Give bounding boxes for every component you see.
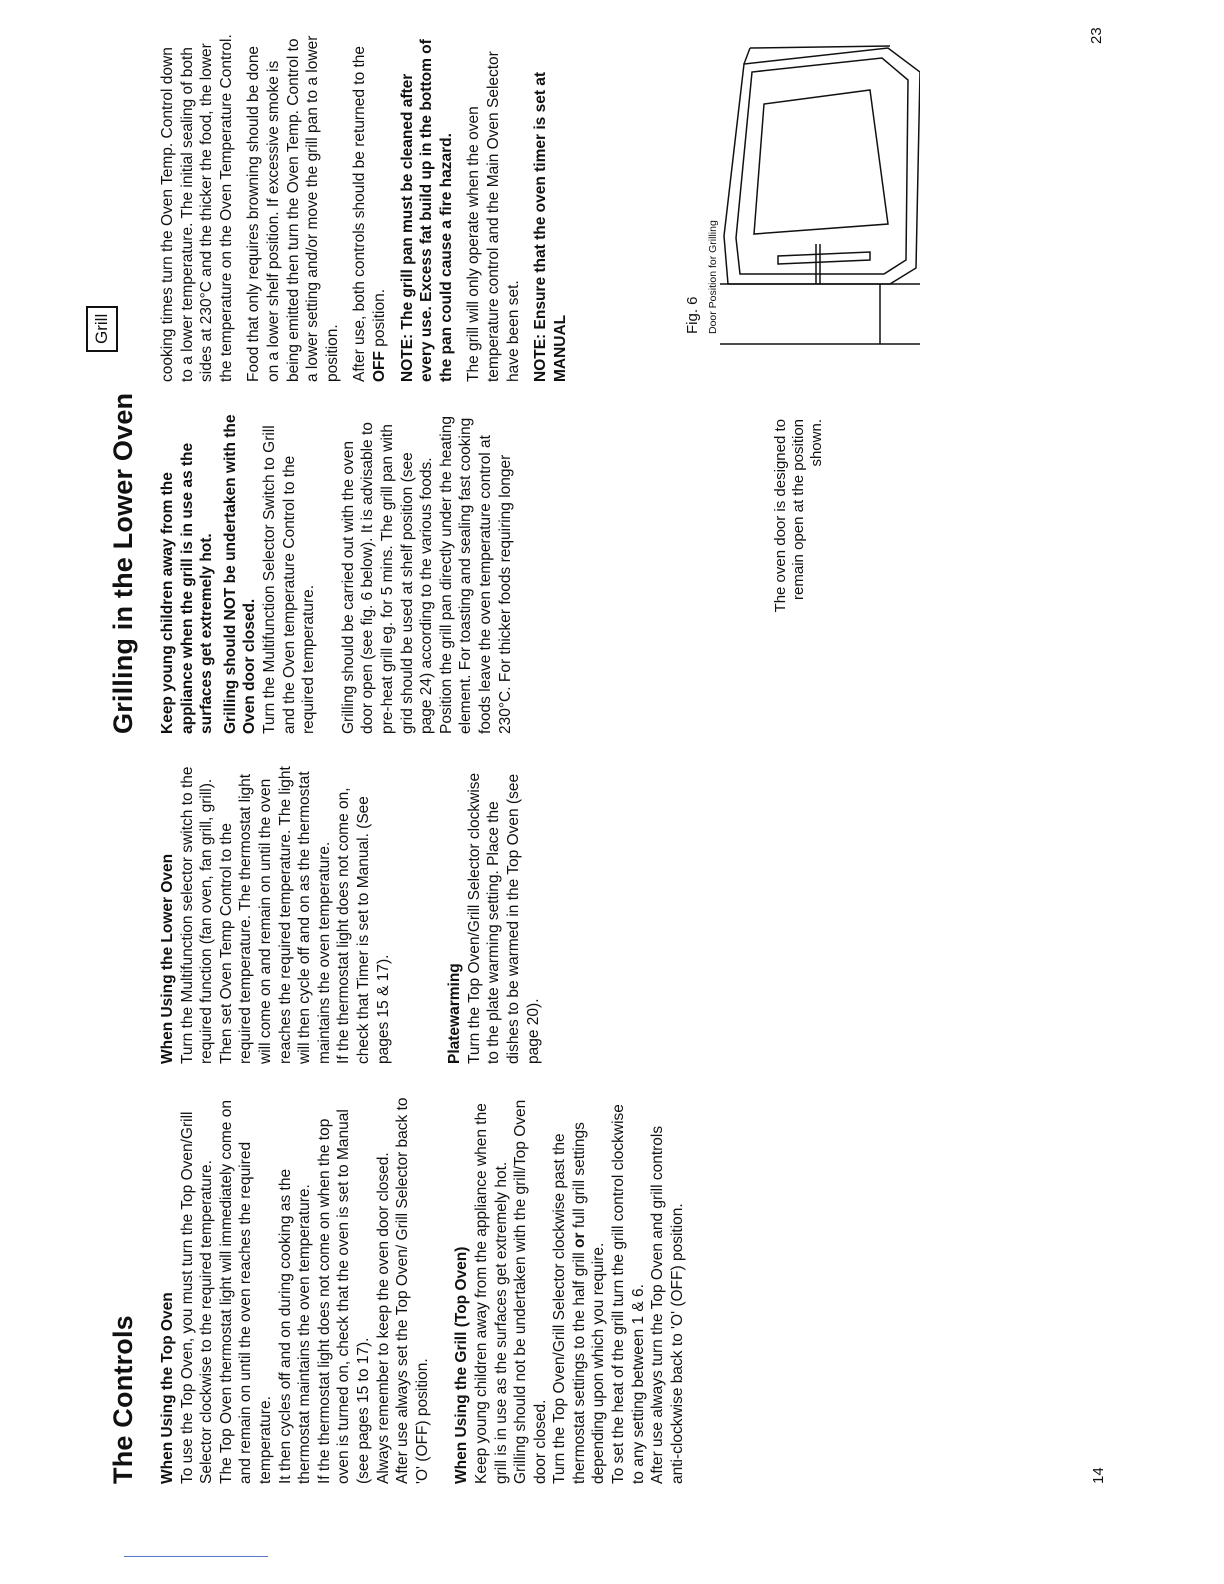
heading-top-oven: When Using the Top Oven [159, 1292, 176, 1484]
paragraph: Grilling should be carried out with the oven door open (see fig. 6 below). It is advisable to pre-heat grill eg. for 5 mins. The grill pan with grid should be used at shelf position (see page 24) according to the various foods. [339, 422, 436, 734]
paragraph: Grilling should not be undertaken with the grill/Top Oven door closed. [512, 1099, 549, 1484]
grill-tab-label: Grill [86, 306, 118, 352]
paragraph: Then set Oven Temp Control to the required temperature. The thermostat light will come on and remain on until the oven reaches the required temperature. The light will then cycle off and on as the thermostat maintains the oven temperature. [217, 766, 333, 1064]
paragraph: Food that only requires browning should be done on a lower shelf position. If excessive smoke is being emitted then turn the Oven Temp. Control to a lower setting and/or move the grill pan to a lower position. [245, 35, 341, 382]
paragraph: Always remember to keep the oven door closed. [374, 1152, 392, 1484]
figure-label: Fig. 6 [684, 296, 701, 334]
paragraph: To set the heat of the grill turn the grill control clockwise to any setting between 1 & 6. [610, 1104, 647, 1484]
door-edge-line [750, 46, 890, 48]
paragraph: After use always set the Top Oven/ Grill Selector back to 'O' (OFF) position. [394, 1097, 431, 1484]
paragraph: Keep young children away from the appliance when the grill is in use as the surfaces get extremely hot. [472, 1103, 510, 1484]
paragraph: Turn the Top Oven/Grill Selector clockwise past the thermostat settings to the half grill or full grill settings depending upon which you require. [551, 1122, 608, 1484]
oven-door-window [754, 90, 888, 234]
oven-door-frame [736, 58, 908, 274]
page-title-grilling: Grilling in the Lower Oven [108, 392, 138, 734]
paragraph: The grill will only operate when the oven temperature control and the Main Oven Selector have been set. [465, 51, 522, 382]
page-number-left: 14 [1090, 1467, 1107, 1484]
warning-text: Keep young children away from the appliance when the grill is in use as the surfaces get extremely hot. [159, 442, 216, 734]
note-text: NOTE: The grill pan must be cleaned after every use. Excess fat build up in the bottom of the pan could cause a fire hazard. [398, 39, 455, 382]
note-text: NOTE: Ensure that the oven timer is set at MANUAL [532, 71, 569, 382]
paragraph: Turn the Top Oven/Grill Selector clockwise to the plate warming setting. Place the dishes to be warmed in the Top Oven (see page 20). [465, 772, 542, 1064]
paragraph: After use always turn the Top Oven and grill controls anti-clockwise back to 'O' (OFF) position. [649, 1125, 686, 1484]
paragraph: It then cycles off and on during cooking as the thermostat maintains the oven temperature. [276, 1168, 314, 1484]
warning-text: Grilling should NOT be undertaken with the Oven door closed. [221, 414, 259, 734]
paragraph: Turn the Multifunction selector switch to the required function (fan oven, fan grill, grill). [178, 766, 216, 1064]
oven-door-handle [778, 252, 870, 264]
paragraph: Turn the Multifunction Selector Switch to Grill and the Oven temperature Control to the required temperature. [260, 425, 318, 734]
page-title-controls: The Controls [108, 1315, 138, 1484]
door-edge-line [744, 48, 750, 64]
paragraph: If the thermostat light does not come on, check that Timer is set to Manual. (See pages 15 & 17). [335, 787, 392, 1064]
paragraph: After use, both controls should be returned to the OFF position. [351, 45, 388, 382]
figure-caption: Door Position for Grilling [707, 220, 719, 334]
door-caption: The oven door is designed to remain open at the position shown. [772, 419, 825, 613]
controls-column-2 [158, 764, 543, 1064]
controls-column-1 [158, 1094, 687, 1484]
paragraph: To use the Top Oven, you must turn the Top Oven/Grill Selector clockwise to the required temperature. [178, 1111, 216, 1484]
heading-platewarming: Platewarming [446, 963, 464, 1064]
oven-door-outer [724, 48, 920, 284]
grilling-column-2 [158, 30, 570, 382]
paragraph: Position the grill pan directly under the heating element. For toasting and sealing fast cooking foods leave the oven temperature control at 230°C. For thicker foods requiring longer [437, 416, 514, 734]
paragraph: The Top Oven thermostat light will immediately come on and remain on until the oven reaches the required temperature. [217, 1100, 274, 1484]
grilling-column-1 [158, 414, 515, 734]
heading-grill-top-oven: When Using the Grill (Top Oven) [453, 1246, 471, 1484]
heading-lower-oven: When Using the Lower Oven [159, 853, 176, 1064]
page-number-right: 23 [1088, 27, 1105, 44]
oven-door-illustration [720, 44, 920, 364]
paragraph: cooking times turn the Oven Temp. Control down to a lower temperature. The initial sealing of both sides at 230°C and the thicker the food, the lower the temperature on the Oven Temperature Control. [159, 34, 235, 382]
paragraph: If the thermostat light does not come on when the top oven is turned on, check that the oven is set to Manual (see pages 15 to 17). [315, 1109, 372, 1484]
